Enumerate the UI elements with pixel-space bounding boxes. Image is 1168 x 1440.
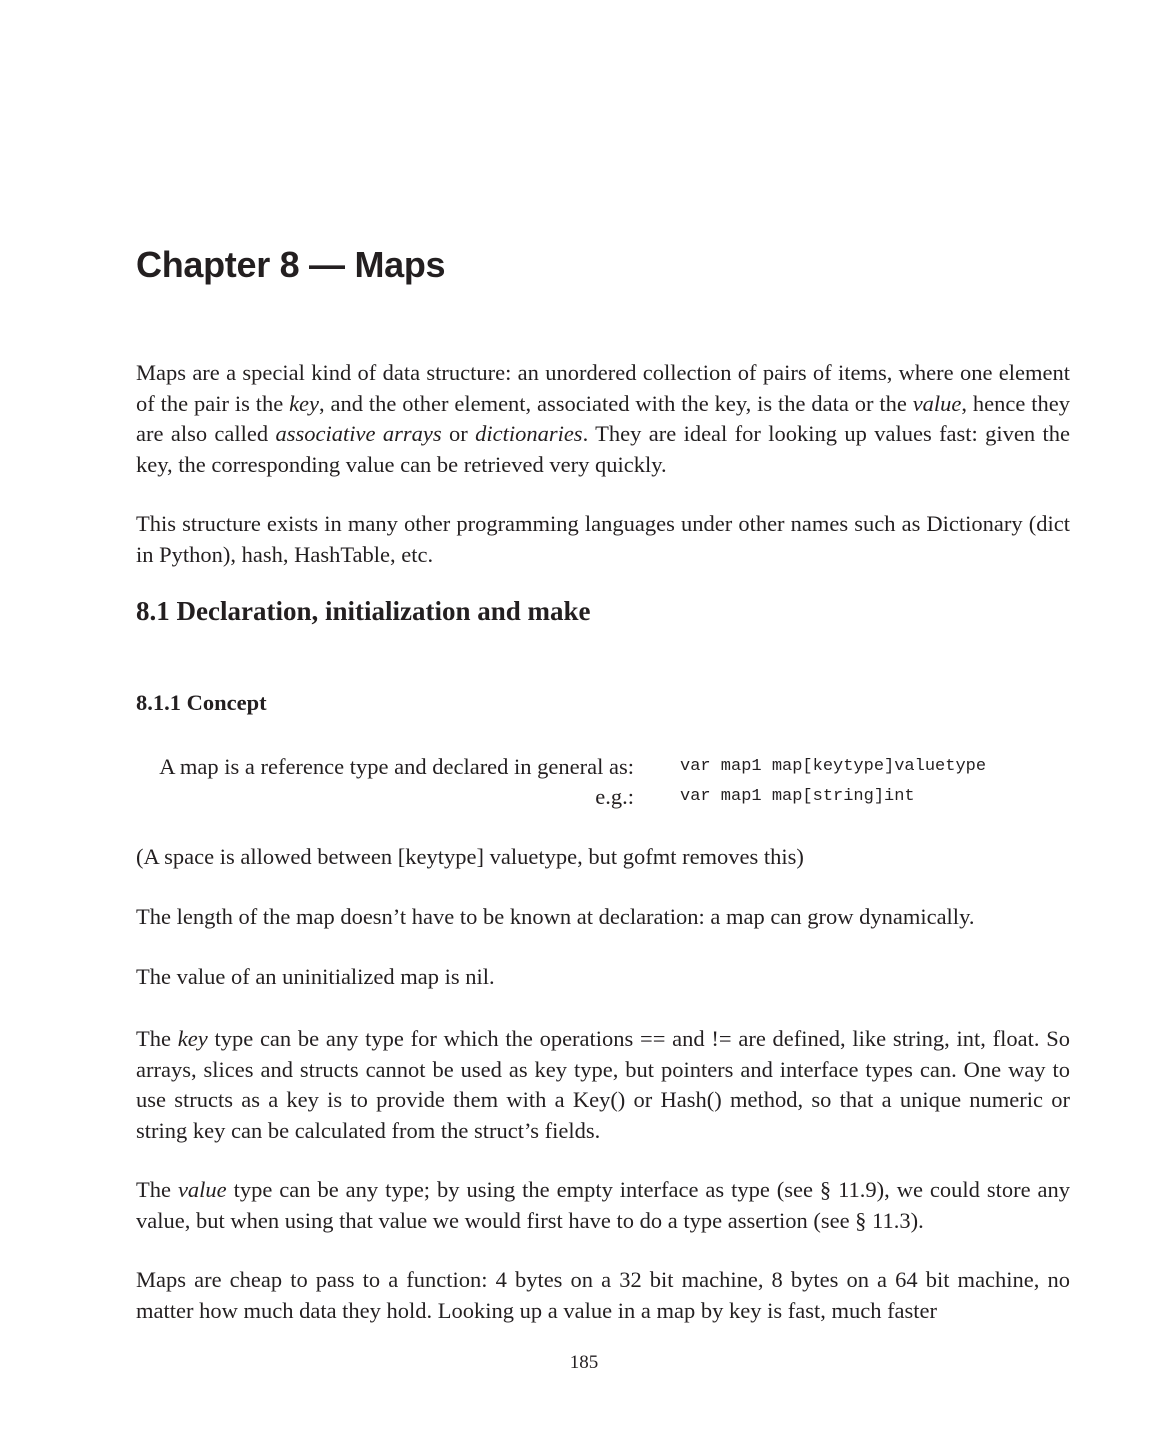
emphasis: key [177,1026,208,1051]
code-snippet: var map1 map[string]int [680,787,915,806]
code-snippet: var map1 map[keytype]valuetype [680,757,987,776]
emphasis: key [289,390,320,416]
key-type-paragraph [136,1024,1070,1146]
intro-paragraph [136,358,1070,480]
text: The [136,1026,178,1051]
text: type can be any type for which the operations == and != are defined, like string, int, float. So arrays, slices and structs cannot be used as key type, but pointers and interface types can. One way to use structs as a key is to provide them with a Key() or Hash() method, so that a unique numeric or string key can be calculated from the struct’s fields. [136,1026,1070,1143]
code-label: A map is a reference type and declared in general as: [159,754,634,779]
value-type-paragraph [136,1175,1070,1236]
emphasis: value [912,390,962,416]
code-row [136,752,1070,782]
emphasis: associative arrays [275,421,442,446]
chapter-title: Chapter 8 — Maps [136,244,446,285]
text: The [136,1177,178,1202]
text: Maps are a special kind of data structure: an unordered collection of pairs of items, where one element of the pair is the [136,360,1070,416]
code-label: e.g.: [595,784,634,809]
section-heading: 8.1 Declaration, initialization and make [136,596,591,626]
paragraph: The value of an uninitialized map is nil. [136,964,495,989]
paragraph: Maps are cheap to pass to a function: 4 bytes on a 32 bit machine, 8 bytes on a 64 bit machine, no matter how much data they hold. Looking up a value in a map by key is fast, much faster [136,1267,1070,1323]
code-declaration-block [136,752,1070,812]
text: type can be any type; by using the empty interface as type (see § 11.9), we could store any value, but when using that value we would first have to do a type assertion (see § 11.3). [136,1177,1071,1233]
text: , hence they are also called [136,390,1070,446]
page-number: 185 [569,1352,599,1373]
paragraph: (A space is allowed between [keytype] valuetype, but gofmt removes this) [136,844,804,869]
other-languages-paragraph: This structure exists in many other programming languages under other names such as Dictionary (dict in Python), hash, HashTable, etc. [136,511,1070,567]
subsection-heading: 8.1.1 Concept [136,690,267,715]
code-row [136,782,1070,812]
paragraph: The length of the map doesn’t have to be known at declaration: a map can grow dynamically. [136,904,975,929]
emphasis: value [177,1177,227,1202]
text: . They are ideal for looking up values fast: given the key, the corresponding value can be retrieved very quickly. [136,421,1071,477]
text: , and the other element, associated with the key, is the data or the [319,390,913,416]
text: or [441,421,476,446]
emphasis: dictionaries [475,421,583,446]
